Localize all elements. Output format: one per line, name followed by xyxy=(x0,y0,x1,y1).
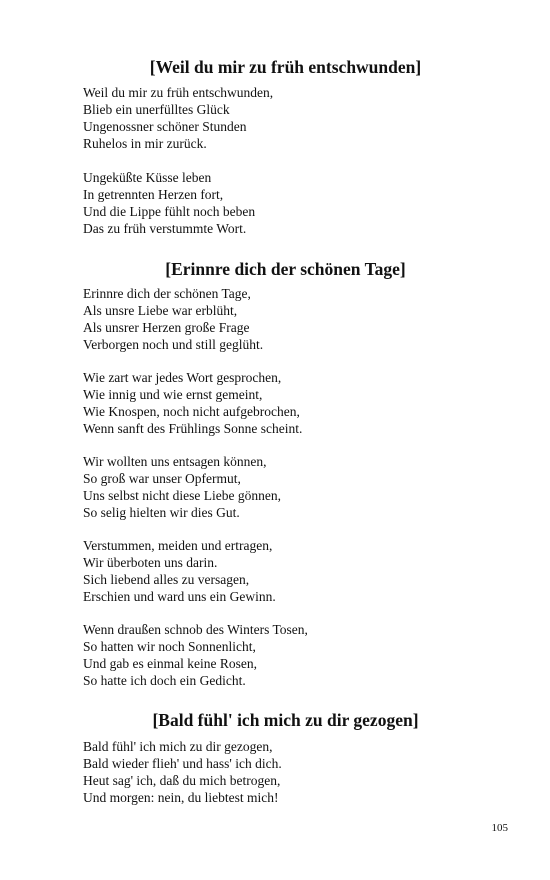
stanza xyxy=(83,285,483,353)
verse-line: Und gab es einmal keine Rosen, xyxy=(83,656,257,671)
verse-line: Heut sag' ich, daß du mich betrogen, xyxy=(83,773,281,788)
verse-line: Als unsrer Herzen große Frage xyxy=(83,320,250,335)
stanza xyxy=(83,169,483,237)
verse-line: So hatte ich doch ein Gedicht. xyxy=(83,673,246,688)
verse-line: Verstummen, meiden und ertragen, xyxy=(83,538,273,553)
verse-line: Erinnre dich der schönen Tage, xyxy=(83,286,251,301)
verse-line: Blieb ein unerfülltes Glück xyxy=(83,102,230,117)
verse-line: So selig hielten wir dies Gut. xyxy=(83,505,240,520)
page-number: 105 xyxy=(491,822,508,834)
stanza xyxy=(83,453,483,521)
verse-line: Bald wieder flieh' und hass' ich dich. xyxy=(83,756,282,771)
poem-title: [Weil du mir zu früh entschwunden] xyxy=(149,57,422,77)
verse-line: In getrennten Herzen fort, xyxy=(83,187,224,202)
poem-title: [Erinnre dich der schönen Tage] xyxy=(165,259,406,279)
verse-line: Wie innig und wie ernst gemeint, xyxy=(83,387,263,402)
verse-line: Und die Lippe fühlt noch beben xyxy=(83,204,256,219)
verse-line: Wie zart war jedes Wort gesprochen, xyxy=(83,370,282,385)
poem-erinnre-dich xyxy=(83,258,483,689)
poem-bald-fuehl-ich xyxy=(83,709,483,806)
verse-line: Erschien und ward uns ein Gewinn. xyxy=(83,589,276,604)
verse-line: Das zu früh verstummte Wort. xyxy=(83,221,247,236)
verse-line: Uns selbst nicht diese Liebe gönnen, xyxy=(83,488,281,503)
stanza xyxy=(83,621,483,689)
stanza xyxy=(83,537,483,605)
verse-line: Weil du mir zu früh entschwunden, xyxy=(83,85,274,100)
verse-line: Und morgen: nein, du liebtest mich! xyxy=(83,790,279,805)
poem-weil-du-mir xyxy=(83,56,483,237)
verse-line: Ruhelos in mir zurück. xyxy=(83,136,207,151)
poem-title: [Bald fühl' ich mich zu dir gezogen] xyxy=(152,710,419,730)
stanza xyxy=(83,84,483,152)
verse-line: So hatten wir noch Sonnenlicht, xyxy=(83,639,256,654)
verse-line: Ungeküßte Küsse leben xyxy=(83,170,212,185)
verse-line: Verborgen noch und still geglüht. xyxy=(83,337,264,352)
verse-line: Ungenossner schöner Stunden xyxy=(83,119,247,134)
stanza xyxy=(83,738,483,806)
verse-line: Wenn draußen schnob des Winters Tosen, xyxy=(83,622,308,637)
verse-line: Sich liebend alles zu versagen, xyxy=(83,572,250,587)
verse-line: Bald fühl' ich mich zu dir gezogen, xyxy=(83,739,273,754)
verse-line: Wir wollten uns entsagen können, xyxy=(83,454,267,469)
verse-line: Wir überboten uns darin. xyxy=(83,555,218,570)
verse-line: Als unsre Liebe war erblüht, xyxy=(83,303,238,318)
verse-line: Wenn sanft des Frühlings Sonne scheint. xyxy=(83,421,303,436)
verse-line: So groß war unser Opfermut, xyxy=(83,471,241,486)
verse-line: Wie Knospen, noch nicht aufgebrochen, xyxy=(83,404,300,419)
stanza xyxy=(83,369,483,437)
